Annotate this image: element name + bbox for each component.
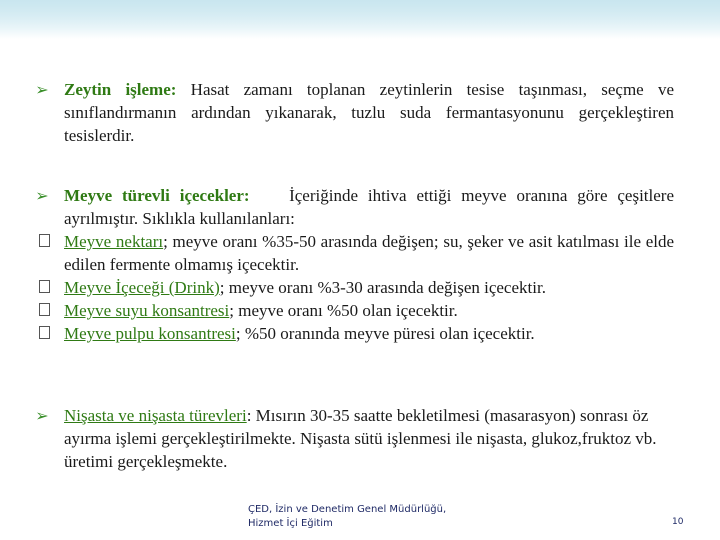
fruit-nectar-text: ; meyve oranı %35-50 arasında değişen; su, şeker ve asit katılması ile elde edilen fermente olmamış içecektir. (64, 232, 675, 274)
list-item (26, 299, 674, 322)
juice-concentrate-text: ; meyve oranı %50 olan içecektir. (229, 301, 458, 320)
olive-processing-text: Hasat zamanı toplanan zeytinlerin tesise taşınması, seçme ve sınıflandırmanın ardından yıkanarak, tuzlu suda fermantasyonunu gerçekleştiren tesislerdir. (64, 80, 674, 145)
paragraph-starch (26, 404, 674, 473)
term-fruit-nectar[interactable]: Meyve nektarı (64, 232, 164, 251)
checkbox-bullet-icon (39, 303, 50, 316)
fruit-drinks-text: İçeriğinde ihtiva ettiği meyve oranına göre çeşitlere ayrılmıştır. Sıklıkla kullanılanları: (64, 186, 675, 228)
paragraph-olive-processing (26, 78, 674, 147)
term-fruit-drink[interactable]: Meyve İçeceği (Drink) (64, 278, 220, 297)
checkbox-bullet-icon (39, 234, 50, 247)
section-olive-processing (26, 78, 674, 147)
paragraph-fruit-drinks (26, 184, 674, 230)
list-item (26, 230, 674, 276)
term-fruit-drinks: Meyve türevli içecekler: (64, 186, 250, 205)
footer-line-2: Hizmet İçi Eğitim (248, 518, 333, 529)
slide-top-band (0, 0, 720, 38)
arrow-bullet-icon: ➢ (35, 80, 49, 99)
footer-org (248, 503, 446, 531)
section-starch (26, 404, 674, 473)
term-starch[interactable]: Nişasta ve nişasta türevleri (64, 406, 247, 425)
checkbox-bullet-icon (39, 280, 50, 293)
starch-text: : Mısırın 30-35 saatte bekletilmesi (masarasyon) sonrası öz ayırma işlemi gerçekleştirilmekte. Nişasta sütü işlenmesi ile nişasta, glukoz,fruktoz vb. üretimi gerçekleşmekte. (64, 406, 657, 471)
list-item (26, 322, 674, 345)
arrow-bullet-icon: ➢ (35, 406, 49, 425)
page-number: 10 (672, 517, 684, 527)
list-item (26, 276, 674, 299)
pulp-concentrate-text: ; %50 oranında meyve püresi olan içecektir. (235, 324, 535, 343)
term-olive-processing: Zeytin işleme: (64, 80, 177, 99)
checkbox-bullet-icon (39, 326, 50, 339)
term-pulp-concentrate[interactable]: Meyve pulpu konsantresi (64, 324, 236, 343)
section-fruit-drinks (26, 184, 674, 345)
term-juice-concentrate[interactable]: Meyve suyu konsantresi (64, 301, 230, 320)
footer-line-1: ÇED, İzin ve Denetim Genel Müdürlüğü, (248, 504, 447, 515)
arrow-bullet-icon: ➢ (35, 186, 49, 205)
fruit-drink-text: ; meyve oranı %3-30 arasında değişen içecektir. (219, 278, 546, 297)
